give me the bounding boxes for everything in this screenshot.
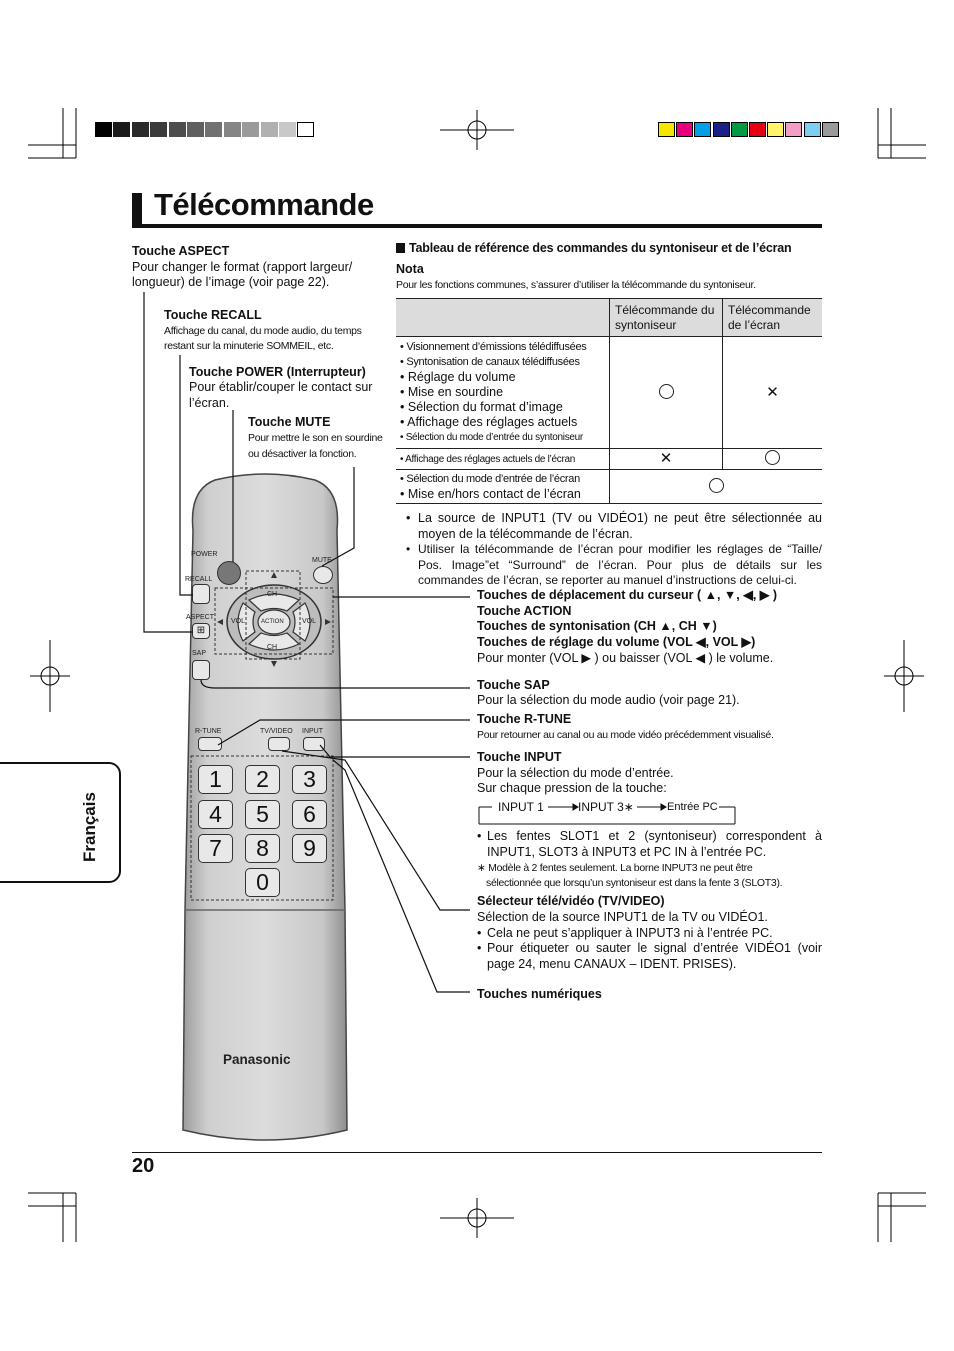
color-swatch bbox=[822, 122, 839, 137]
digit-9-button[interactable]: 9 bbox=[292, 834, 327, 863]
section-marker bbox=[396, 243, 405, 253]
circle-icon bbox=[709, 478, 724, 493]
color-swatch bbox=[713, 122, 730, 137]
mute-button[interactable] bbox=[313, 566, 333, 584]
digit-0-button[interactable]: 0 bbox=[245, 868, 280, 897]
power-desc-2: l’écran. bbox=[189, 396, 230, 410]
color-swatch bbox=[749, 122, 766, 137]
gray-swatch bbox=[169, 122, 186, 137]
digit-7-button[interactable]: 7 bbox=[198, 834, 233, 863]
action-label: ACTION bbox=[261, 619, 284, 625]
table-item: • Mise en/hors contact de l’écran bbox=[400, 486, 581, 501]
title-marker bbox=[132, 193, 142, 224]
gray-swatch bbox=[187, 122, 204, 137]
aspect-title: Touche ASPECT bbox=[132, 244, 230, 258]
cross-icon: ✕ bbox=[659, 450, 673, 467]
flow-input1: INPUT 1 bbox=[498, 800, 544, 814]
aspect-button[interactable]: ⊞ bbox=[192, 623, 210, 639]
ch-title: Touches de syntonisation (CH ▲, CH ▼) bbox=[477, 619, 717, 633]
input-label: INPUT bbox=[302, 728, 323, 735]
mute-label: MUTE bbox=[312, 557, 332, 564]
language-tab-label: Français bbox=[80, 792, 99, 862]
group2-cell bbox=[396, 449, 610, 470]
color-swatch bbox=[767, 122, 784, 137]
digit-6-button[interactable]: 6 bbox=[292, 800, 327, 829]
input-title: Touche INPUT bbox=[477, 750, 562, 764]
power-title: Touche POWER (Interrupteur) bbox=[189, 365, 366, 379]
table-item: • Visionnement d’émissions télédiffusées bbox=[400, 341, 587, 353]
group2-tuner-mark bbox=[610, 449, 723, 470]
tvvideo-title: Sélecteur télé/vidéo (TV/VIDEO) bbox=[477, 894, 665, 908]
page-number: 20 bbox=[132, 1155, 155, 1177]
sap-label: SAP bbox=[192, 650, 207, 657]
tvvideo-desc: Sélection de la source INPUT1 de la TV ou VIDÉO1. bbox=[477, 910, 768, 924]
input-desc-1: Pour la sélection du mode d’entrée. bbox=[477, 766, 674, 780]
mute-desc-2: ou désactiver la fonction. bbox=[248, 448, 357, 460]
vol-desc: Pour monter (VOL ▶ ) ou baisser (VOL ◀ ) le volume. bbox=[477, 651, 774, 665]
page-title: Télécommande bbox=[154, 187, 374, 222]
aspect-desc-2: longueur) de l’image (voir page 22). bbox=[132, 275, 330, 289]
rtune-title: Touche R-TUNE bbox=[477, 712, 572, 726]
aspect-label: ASPECT bbox=[186, 614, 215, 621]
flow-input3: INPUT 3∗ bbox=[578, 800, 634, 814]
cross-icon: ✕ bbox=[766, 383, 779, 401]
tvvideo-button[interactable] bbox=[268, 737, 290, 751]
mute-title: Touche MUTE bbox=[248, 415, 331, 429]
vol-left-label: VOL bbox=[231, 618, 246, 625]
digit-5-button[interactable]: 5 bbox=[245, 800, 280, 829]
col-header-tuner: Télécommande du syntoniseur bbox=[610, 299, 723, 337]
gray-swatch bbox=[242, 122, 259, 137]
tvvideo-bullet-1: • Cela ne peut s’appliquer à INPUT3 ni à l’entrée PC. bbox=[477, 926, 773, 940]
note-1: • La source de INPUT1 (TV ou VIDÉO1) ne peut être sélectionnée au moyen de la télécommande de l’écran. • Utiliser la télécommande de l’écran pour modifier les réglages de “Taille/ Pos. Image”et “Surround” de l’écran. Pour plus de détails sur les commandes de l’écran, se reporter au manuel d’instructions de celui-ci. bbox=[406, 511, 822, 587]
color-swatch bbox=[658, 122, 675, 137]
recall-title: Touche RECALL bbox=[164, 308, 262, 322]
power-button[interactable] bbox=[217, 561, 241, 585]
title-rule bbox=[132, 224, 822, 228]
tvvideo-bullet-2: • Pour étiqueter ou sauter le signal d’entrée VIDÉO1 (voir page 24, menu CANAUX – IDENT. PRISES). bbox=[477, 941, 822, 971]
nota-text: Pour les fonctions communes, s’assurer d’utiliser la télécommande du syntoniseur. bbox=[396, 279, 756, 291]
digit-4-button[interactable]: 4 bbox=[198, 800, 233, 829]
recall-desc-2: restant sur la minuterie SOMMEIL, etc. bbox=[164, 340, 334, 352]
input-button[interactable] bbox=[303, 737, 325, 751]
reference-table bbox=[396, 298, 822, 504]
slot-note: • Les fentes SLOT1 et 2 (syntoniseur) correspondent à INPUT1, SLOT3 à INPUT3 et PC IN à l’entrée PC. bbox=[477, 829, 822, 859]
table-item: • Sélection du mode d’entrée de l’écran bbox=[400, 472, 580, 485]
language-tab bbox=[0, 762, 121, 883]
gray-swatch bbox=[113, 122, 130, 137]
rtune-desc: Pour retourner au canal ou au mode vidéo précédemment visualisé. bbox=[477, 729, 774, 741]
gray-swatch bbox=[261, 122, 278, 137]
table-bottom-rule bbox=[396, 503, 822, 504]
color-swatch bbox=[731, 122, 748, 137]
table-item: • Sélection du format d’image bbox=[400, 400, 563, 414]
gray-swatch bbox=[224, 122, 241, 137]
tvvideo-label: TV/VIDEO bbox=[260, 728, 293, 735]
recall-button[interactable] bbox=[192, 584, 210, 604]
numeric-title: Touches numériques bbox=[477, 987, 602, 1001]
model-note: ∗ Modèle à 2 fentes seulement. La borne INPUT3 ne peut être sélectionnée que lorsqu’un syntoniseur est dans la fente 3 (SLOT3). bbox=[477, 862, 783, 889]
rtune-button[interactable] bbox=[198, 737, 222, 751]
group3-cell bbox=[396, 470, 610, 504]
circle-icon bbox=[765, 450, 780, 465]
table-item: • Sélection du mode d’entrée du syntoniseur bbox=[400, 432, 583, 443]
table-item: • Mise en sourdine bbox=[400, 385, 504, 399]
digit-3-button[interactable]: 3 bbox=[292, 765, 327, 794]
gray-swatch bbox=[150, 122, 167, 137]
recall-label: RECALL bbox=[185, 576, 213, 583]
recall-desc-1: Affichage du canal, du mode audio, du temps bbox=[164, 325, 362, 337]
rtune-label: R-TUNE bbox=[195, 728, 222, 735]
circle-icon bbox=[659, 384, 674, 399]
flow-pc: Entrée PC bbox=[667, 801, 718, 813]
digit-8-button[interactable]: 8 bbox=[245, 834, 280, 863]
cursor-title: Touches de déplacement du curseur ( ▲, ▼, ◀, ▶ ) bbox=[477, 588, 778, 602]
color-swatch bbox=[785, 122, 802, 137]
sap-button[interactable] bbox=[192, 660, 210, 680]
group3-common-mark bbox=[610, 470, 823, 504]
color-swatch bbox=[804, 122, 821, 137]
vol-title: Touches de réglage du volume (VOL ◀, VOL ▶) bbox=[477, 635, 756, 649]
table-corner bbox=[396, 299, 610, 337]
gray-swatch bbox=[95, 122, 112, 137]
nota-title: Nota bbox=[396, 262, 424, 276]
action-title: Touche ACTION bbox=[477, 604, 572, 618]
table-item: • Affichage des réglages actuels de l’écran bbox=[400, 453, 575, 465]
input-desc-2: Sur chaque pression de la touche: bbox=[477, 781, 667, 795]
vol-right-label: VOL bbox=[302, 618, 317, 625]
sap-title: Touche SAP bbox=[477, 678, 550, 692]
table-item: • Syntonisation de canaux télédiffusées bbox=[400, 356, 580, 368]
table-item: • Affichage des réglages actuels bbox=[400, 415, 578, 429]
color-swatch bbox=[676, 122, 693, 137]
ch-up-label: CH bbox=[267, 591, 278, 598]
mute-desc-1: Pour mettre le son en sourdine bbox=[248, 432, 383, 444]
aspect-desc-1: Pour changer le format (rapport largeur/ bbox=[132, 260, 353, 274]
gray-swatch bbox=[205, 122, 222, 137]
gray-swatch bbox=[297, 122, 314, 137]
group1-tuner-mark bbox=[610, 337, 723, 449]
color-swatch bbox=[694, 122, 711, 137]
footer-rule bbox=[132, 1152, 822, 1153]
gray-swatch bbox=[279, 122, 296, 137]
col-header-screen: Télécommande de l’écran bbox=[723, 299, 823, 337]
group1-cell bbox=[396, 337, 610, 449]
group1-screen-mark bbox=[723, 337, 823, 449]
brand-logo: Panasonic bbox=[223, 1052, 291, 1067]
group2-screen-mark bbox=[723, 449, 823, 470]
digit-2-button[interactable]: 2 bbox=[245, 765, 280, 794]
ch-down-label: CH bbox=[267, 644, 278, 651]
power-desc-1: Pour établir/couper le contact sur bbox=[189, 380, 373, 394]
power-label: POWER bbox=[191, 551, 218, 558]
table-item: • Réglage du volume bbox=[400, 370, 516, 384]
digit-1-button[interactable]: 1 bbox=[198, 765, 233, 794]
sap-desc: Pour la sélection du mode audio (voir page 21). bbox=[477, 693, 740, 707]
gray-swatch bbox=[132, 122, 149, 137]
table-heading: Tableau de référence des commandes du syntoniseur et de l’écran bbox=[409, 241, 792, 255]
